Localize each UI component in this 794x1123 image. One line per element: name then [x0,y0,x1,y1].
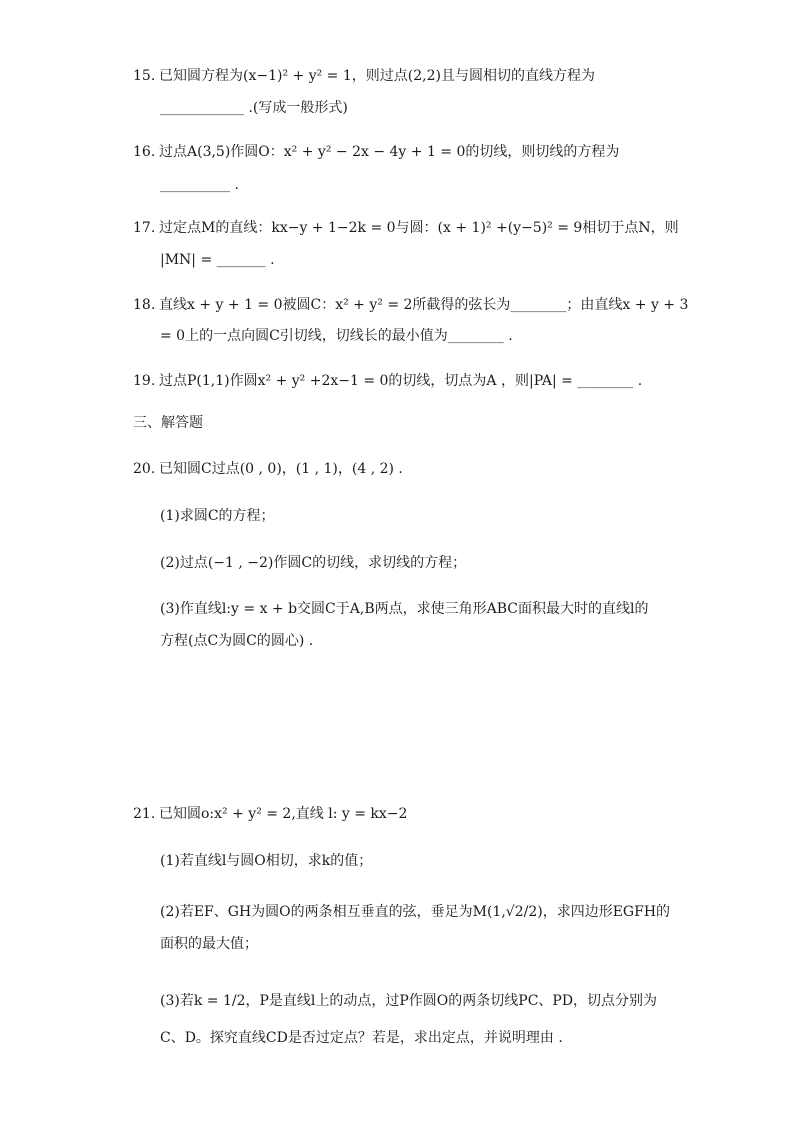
question-21-part-3: (3)若k = 1/2，P是直线l上的动点，过P作圆O的两条切线PC、PD，切点分别为 [160,993,658,1009]
question-text: 已知圆o:x² + y² = 2,直线 l: y = kx−2 [159,806,408,822]
question-21-part-3-continuation: C、D。探究直线CD是否过定点？若是，求出定点，并说明理由 . [160,1030,563,1046]
question-number: 19. [133,373,156,389]
question-17-answer-line: |MN| = _______ . [160,252,275,268]
section-header: 三、解答题 [133,415,203,431]
question-text: 过定点M的直线：kx−y + 1−2k = 0与圆：(x + 1)² +(y−5)² = 9相切于点N，则 [159,220,679,236]
question-number: 20. [133,461,156,477]
question-20-part-2: (2)过点(−1 , −2)作圆C的切线，求切线的方程； [160,555,467,571]
question-20-part-3: (3)作直线l:y = x + b交圆C于A,B两点，求使三角形ABC面积最大时的直线l的 [160,601,649,617]
question-15-answer-line: ____________ .(写成一般形式) [160,100,348,116]
question-number: 16. [133,144,156,160]
question-text: 已知圆方程为(x−1)² + y² = 1，则过点(2,2)且与圆相切的直线方程为 [159,68,595,84]
question-15 [133,67,595,85]
question-16-answer-line: __________ . [160,177,239,193]
question-text: 过点P(1,1)作圆x² + y² +2x−1 = 0的切线，切点为A ，则|PA| = ________ . [159,373,643,389]
question-16 [133,143,619,161]
question-text: 已知圆C过点(0 , 0)，(1 , 1)，(4 , 2) . [159,461,403,477]
question-text: 直线x + y + 1 = 0被圆C：x² + y² = 2所截得的弦长为________；由直线x + y + 3 [159,297,689,313]
question-17 [133,219,679,237]
question-20-part-1: (1)求圆C的方程； [160,508,275,524]
question-number: 18. [133,297,156,313]
question-text: 过点A(3,5)作圆O：x² + y² − 2x − 4y + 1 = 0的切线，则切线的方程为 [159,144,620,160]
question-21-part-2: (2)若EF、GH为圆O的两条相互垂直的弦，垂足为M(1,√2/2)，求四边形EGFH的 [160,904,671,920]
question-number: 21. [133,806,156,822]
question-21-part-2-continuation: 面积的最大值； [160,936,258,952]
question-20-part-3-continuation: 方程(点C为圆C的圆心) . [160,633,314,649]
question-21 [133,805,407,823]
question-number: 15. [133,68,156,84]
question-18-continuation: = 0上的一点向圆C引切线，切线长的最小值为________ . [160,328,513,344]
question-21-part-1: (1)若直线l与圆O相切，求k的值； [160,853,373,869]
question-18 [133,296,688,314]
question-number: 17. [133,220,156,236]
question-20 [133,460,403,478]
question-19 [133,372,642,390]
